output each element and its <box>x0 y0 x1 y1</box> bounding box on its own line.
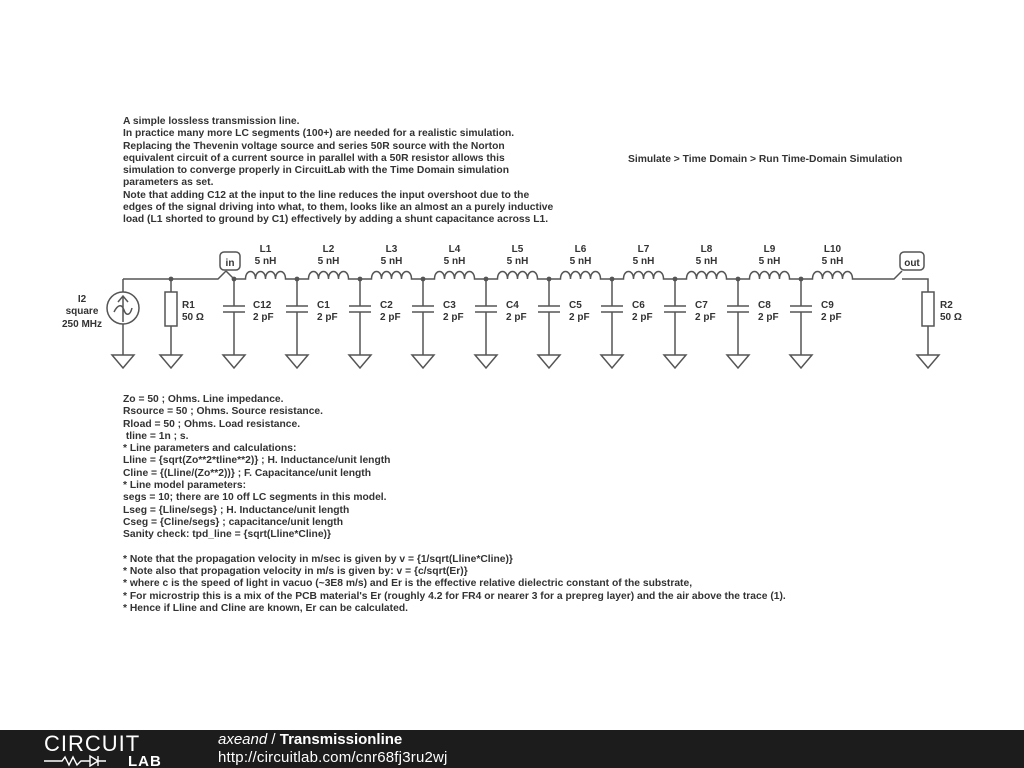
inductor-name: L2 <box>322 244 335 255</box>
c12-name: C12 <box>253 300 272 311</box>
circuitlab-logo[interactable] <box>44 733 184 767</box>
inductor-name: L7 <box>637 244 650 255</box>
circuit-title: Transmissionline <box>279 731 403 748</box>
inductor-name: L4 <box>448 244 461 255</box>
inductor-l4[interactable] <box>423 272 486 280</box>
source-symbol[interactable] <box>114 296 132 322</box>
out-label-text: out <box>904 258 920 269</box>
inductor-value: 5 nH <box>254 256 277 267</box>
capacitor-name: C6 <box>632 300 645 311</box>
netlist-line: Lseg = {Lline/segs} ; H. Inductance/unit length <box>123 504 350 516</box>
netlist-line: tline = 1n ; s. <box>123 430 189 442</box>
inductor-name: L8 <box>700 244 713 255</box>
source-name: I2 <box>77 294 87 305</box>
author-link[interactable]: axeand <box>218 731 268 748</box>
capacitor-c8[interactable] <box>727 279 749 335</box>
netlist-line: * For microstrip this is a mix of the PCB material's Er (roughly 4.2 for FR4 or nearer 3 for a prepreg layer) and the air above the trace (1). <box>123 590 786 602</box>
ground-symbol[interactable] <box>790 335 812 368</box>
r1-ground[interactable] <box>160 335 182 368</box>
inductor-value: 5 nH <box>821 256 844 267</box>
inductor-value: 5 nH <box>758 256 781 267</box>
inductor-l7[interactable] <box>612 272 675 280</box>
ground-symbol[interactable] <box>475 335 497 368</box>
capacitor-c3[interactable] <box>412 279 434 335</box>
capacitor-value: 2 pF <box>506 312 527 323</box>
description-line: simulation to converge properly in CircuitLab with the Time Domain simulation <box>123 165 509 177</box>
r1-resistor[interactable] <box>165 279 177 335</box>
inductor-l3[interactable] <box>360 272 423 280</box>
capacitor-c1[interactable] <box>286 279 308 335</box>
netlist-line: * Note that the propagation velocity in m/sec is given by v = {1/sqrt(Lline*Cline)} <box>123 553 513 565</box>
r2-resistor[interactable] <box>902 279 934 335</box>
description-line: equivalent circuit of a current source in parallel with a 50R resistor allows this <box>123 152 505 164</box>
capacitor-name: C9 <box>821 300 834 311</box>
description-line: Note that adding C12 at the input to the line reduces the input overshoot due to the <box>123 189 530 201</box>
description-line: parameters as set. <box>123 177 214 189</box>
ground-symbol[interactable] <box>349 335 371 368</box>
inductor-value: 5 nH <box>569 256 592 267</box>
capacitor-name: C1 <box>317 300 330 311</box>
logo-resistor-icon <box>44 756 106 766</box>
netlist-line: * Note also that propagation velocity in m/s is given by: v = {c/sqrt(Er)} <box>123 566 468 578</box>
inductor-l8[interactable] <box>675 272 738 280</box>
capacitor-c6[interactable] <box>601 279 623 335</box>
c12-capacitor[interactable] <box>223 279 245 335</box>
netlist-line: * where c is the speed of light in vacuo (~3E8 m/s) and Er is the effective relative dielectric constant of the substrate, <box>123 578 693 590</box>
description-line: In practice many more LC segments (100+) are needed for a realistic simulation. <box>123 128 515 140</box>
netlist-text <box>123 394 786 615</box>
netlist-line: Cseg = {Cline/segs} ; capacitance/unit length <box>123 516 344 528</box>
netlist-line: Rload = 50 ; Ohms. Load resistance. <box>123 418 301 430</box>
circuit-url[interactable]: http://circuitlab.com/cnr68fj3ru2wj <box>218 749 448 766</box>
inductor-name: L10 <box>823 244 842 255</box>
c12-value: 2 pF <box>253 312 274 323</box>
inductor-value: 5 nH <box>317 256 340 267</box>
r2-value: 50 Ω <box>940 312 962 323</box>
netlist-line: * Hence if Lline and Cline are known, Er can be calculated. <box>123 603 408 615</box>
capacitor-c9[interactable] <box>790 279 812 335</box>
r2-ground[interactable] <box>917 335 939 368</box>
ground-symbol[interactable] <box>538 335 560 368</box>
ground-symbol[interactable] <box>286 335 308 368</box>
capacitor-name: C7 <box>695 300 708 311</box>
capacitor-value: 2 pF <box>380 312 401 323</box>
r2-name: R2 <box>940 300 953 311</box>
netlist-line: * Line model parameters: <box>123 480 247 492</box>
capacitor-name: C2 <box>380 300 393 311</box>
inductor-l10[interactable] <box>801 272 864 280</box>
inductor-name: L3 <box>385 244 398 255</box>
inductor-value: 5 nH <box>632 256 655 267</box>
logo-bottom-text: LAB <box>128 753 162 767</box>
input-wire[interactable] <box>123 271 226 279</box>
capacitor-value: 2 pF <box>569 312 590 323</box>
capacitor-value: 2 pF <box>695 312 716 323</box>
description-line: edges of the signal driving into what, to them, looks like an almost an a purely inductive <box>123 202 554 214</box>
source-frequency: 250 MHz <box>61 319 103 330</box>
simulation-hint: Simulate > Time Domain > Run Time-Domain Simulation <box>628 154 903 165</box>
source-waveform: square <box>65 306 99 317</box>
inductor-l2[interactable] <box>297 272 360 280</box>
capacitor-c5[interactable] <box>538 279 560 335</box>
inductor-l9[interactable] <box>738 272 801 280</box>
description-line: load (L1 shorted to ground by C1) effectively by adding a shunt capacitance across L1. <box>123 214 549 226</box>
inductor-value: 5 nH <box>380 256 403 267</box>
capacitor-name: C3 <box>443 300 456 311</box>
inductor-name: L9 <box>763 244 776 255</box>
capacitor-c2[interactable] <box>349 279 371 335</box>
capacitor-c4[interactable] <box>475 279 497 335</box>
r1-name: R1 <box>182 300 195 311</box>
inductor-value: 5 nH <box>506 256 529 267</box>
inductor-name: L1 <box>259 244 272 255</box>
title-separator: / <box>267 731 280 748</box>
capacitor-name: C8 <box>758 300 771 311</box>
description-line: A simple lossless transmission line. <box>123 116 300 127</box>
netlist-line: Cline = {(Lline/(Zo**2))} ; F. Capacitance/unit length <box>123 467 372 479</box>
ground-symbol[interactable] <box>664 335 686 368</box>
netlist-line: Lline = {sqrt(Zo**2*tline**2)} ; H. Inductance/unit length <box>123 455 391 467</box>
inductor-l5[interactable] <box>486 272 549 280</box>
description-line: Replacing the Thevenin voltage source and series 50R source with the Norton <box>123 140 505 152</box>
ground-symbol[interactable] <box>412 335 434 368</box>
inductor-value: 5 nH <box>695 256 718 267</box>
capacitor-value: 2 pF <box>317 312 338 323</box>
source-ground[interactable] <box>112 335 134 368</box>
logo-top-text: CIRCUIT <box>44 733 141 756</box>
ground-symbol[interactable] <box>601 335 623 368</box>
netlist-line <box>123 542 786 554</box>
circuit-owner-title <box>218 731 402 748</box>
inductor-name: L6 <box>574 244 587 255</box>
inductor-value: 5 nH <box>443 256 466 267</box>
r1-value: 50 Ω <box>182 312 204 323</box>
in-label-text: in <box>225 258 235 269</box>
output-wire[interactable] <box>864 271 902 279</box>
netlist-line: Zo = 50 ; Ohms. Line impedance. <box>123 394 284 405</box>
netlist-line: Rsource = 50 ; Ohms. Source resistance. <box>123 406 324 418</box>
ground-symbol[interactable] <box>727 335 749 368</box>
capacitor-value: 2 pF <box>821 312 842 323</box>
capacitor-value: 2 pF <box>758 312 779 323</box>
capacitor-name: C5 <box>569 300 582 311</box>
capacitor-value: 2 pF <box>632 312 653 323</box>
capacitor-c7[interactable] <box>664 279 686 335</box>
inductor-name: L5 <box>511 244 524 255</box>
ground-symbol[interactable] <box>223 335 245 368</box>
netlist-line: segs = 10; there are 10 off LC segments in this model. <box>123 492 387 504</box>
inductor-l6[interactable] <box>549 272 612 280</box>
inductor-l1[interactable] <box>234 272 297 280</box>
netlist-line: Sanity check: tpd_line = {sqrt(Lline*Cline)} <box>123 529 331 541</box>
capacitor-value: 2 pF <box>443 312 464 323</box>
capacitor-name: C4 <box>506 300 519 311</box>
netlist-line: * Line parameters and calculations: <box>123 443 297 455</box>
